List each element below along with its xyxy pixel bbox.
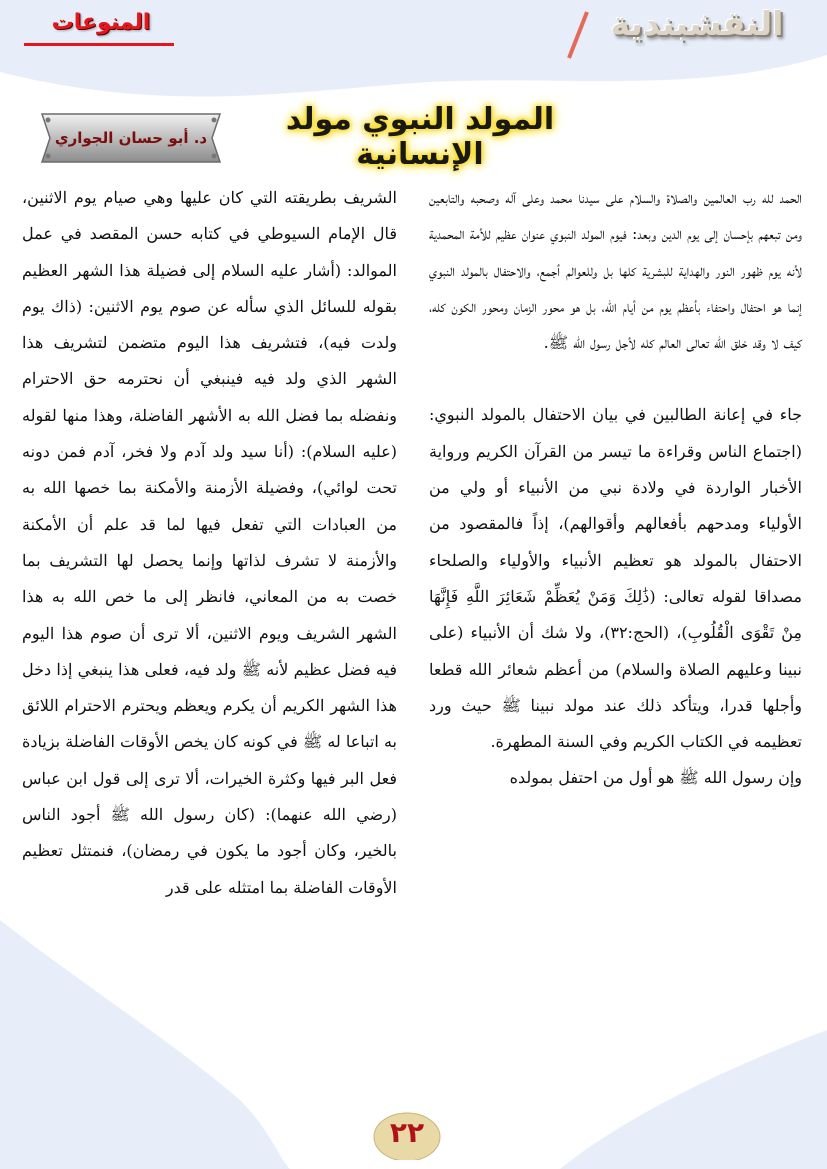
paragraph: جاء في إعانة الطالبين في بيان الاحتفال بالمولد النبوي: (اجتماع الناس وقراءة ما تيسر من القرآن الكريم ورواية الأخبار الواردة في ولادة نبي من الأنبياء أو ولي من الأولياء ومدحهم بأفعالهم وأقوالهم)، إذاً فالمقصود من الاحتفال بالمولد هو تعظيم الأنبياء والأولياء والصلحاء مصداقا لقوله تعالى: (ذَٰلِكَ وَمَنْ يُعَظِّمْ شَعَائِرَ اللَّهِ فَإِنَّهَا مِنْ تَقْوَى الْقُلُوبِ)، (الحج:٣٢)، ولا شك أن الأنبياء (على نبينا وعليهم الصلاة والسلام) من أعظم شعائر الله قطعا وأجلها قدرا، ويتأكد ذلك عند مولد نبينا ﷺ حيث ورد تعظيمه في الكتاب الكريم وفي السنة المطهرة. <box>429 405 802 752</box>
paragraph: وإن رسول الله ﷺ هو أول من احتفل بمولده <box>509 768 802 788</box>
article-title: المولد النبوي مولد الإنسانية <box>285 102 555 172</box>
author-badge <box>36 108 226 168</box>
article-column-left <box>22 180 397 906</box>
paragraph: الحمد لله رب العالمين والصلاة والسلام على سيدنا محمد وعلى آله وصحبه والتابعين ومن تبعهم بإحسان إلى يوم الدين وبعد: فيوم المولد النبوي عنوان عظيم للأمة المحمدية لأنه يوم ظهور النور والهداية للبشرية كلها بل وللعوالم أجمع، والاحتفال بالمولد النبوي إنما هو احتفال واحتفاء بأعظم يوم من أيام الله، بل هو محور الزمان ومحور الكون كله، كيف لا وقد خلق الله تعالى العالم كله لأجل رسول الله ﷺ. <box>429 188 802 353</box>
paragraph: الشريف بطريقته التي كان عليها وهي صيام يوم الاثنين، قال الإمام السيوطي في كتابه حسن المقصد في عمل الموالد: (أشار عليه السلام إلى فضيلة هذا الشهر العظيم بقوله للسائل الذي سأله عن صوم يوم الاثنين: (ذاك يوم ولدت فيه)، فتشريف هذا اليوم متضمن لتشريف هذا الشهر الذي ولد فيه فينبغي أن نحترمه حق الاحترام ونفضله بما فضل الله به الأشهر الفاضلة، وهذا منها لقوله (عليه السلام): (أنا سيد ولد آدم ولا فخر، آدم فمن دونه تحت لوائي)، وفضيلة الأزمنة والأمكنة بما خصها الله به من العبادات التي تفعل فيها لما قد علم أن الأمكنة والأزمنة لا تشرف لذاتها وإنما يحصل لها التشريف بما خصت به من المعاني، فانظر إلى ما خص الله به هذا الشهر الشريف ويوم الاثنين، ألا ترى أن صوم هذا اليوم فيه فضل عظيم لأنه ﷺ ولد فيه، فعلى هذا ينبغي إذا دخل هذا الشهر الكريم أن يكرم ويعظم ويحترم الاحترام اللائق به اتباعا له ﷺ في كونه كان يخص الأوقات الفاضلة بزيادة فعل البر فيها وكثرة الخيرات، ألا ترى إلى قول ابن عباس (رضي الله عنهما): (كان رسول الله ﷺ أجود الناس بالخير، وكان أجود ما يكون في رمضان)، فنمتثل تعظيم الأوقات الفاضلة بما امتثله على قدر <box>22 188 397 897</box>
page-number-badge <box>372 1110 442 1160</box>
author-name: د. أبو حسان الجواري <box>54 129 208 147</box>
article-column-right <box>429 180 802 797</box>
page-number: ٢٢ <box>389 1116 425 1149</box>
magazine-title: النقشبندية <box>610 4 784 43</box>
title-slash-decoration <box>565 10 591 60</box>
section-label: المنوعات <box>51 10 151 35</box>
section-underline <box>24 43 174 46</box>
